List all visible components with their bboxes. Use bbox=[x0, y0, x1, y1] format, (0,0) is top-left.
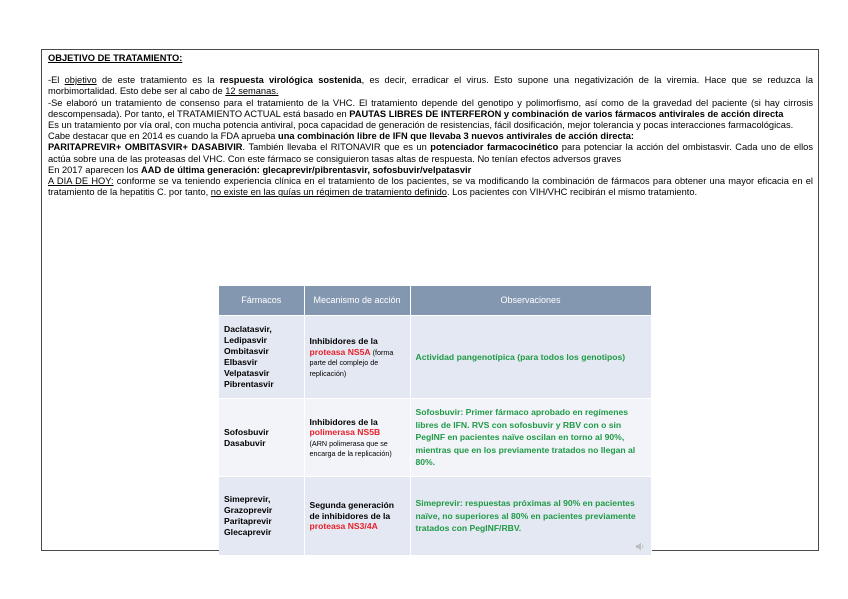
bold-term: PARITAPREVIR+ OMBITASVIR+ DASABIVIR bbox=[48, 142, 243, 153]
drug-name: Ombitasvir bbox=[224, 346, 269, 356]
mechanism-text: Inhibidores de la bbox=[309, 336, 378, 346]
drug-name: Dasabuvir bbox=[224, 437, 266, 448]
drug-name: Daclatasvir, bbox=[224, 324, 272, 334]
text-run: , es decir, erradicar el virus. Esto supone una negativización de la viremia. Hace que se reduzca la morbimortalidad. Esto debe ser al cabo de bbox=[48, 75, 814, 97]
drug-name: Elbasvir bbox=[224, 357, 258, 367]
bold-term: una combinación libre de IFN que llevaba 3 nuevos antivirales de acción directa: bbox=[278, 131, 634, 142]
mechanism-cell bbox=[304, 316, 410, 399]
paragraph-objective bbox=[48, 75, 813, 97]
mechanism-note: (forma parte del complejo de replicación) bbox=[309, 347, 394, 378]
drug-name: Ledipasvir bbox=[224, 335, 267, 345]
paragraph-today bbox=[48, 176, 813, 198]
underlined-term: objetivo bbox=[64, 75, 97, 86]
paragraph-paritaprevir bbox=[48, 142, 813, 164]
drug-names-cell bbox=[219, 477, 304, 556]
text-run: . Los pacientes con VIH/VHC recibirán el mismo tratamiento. bbox=[446, 187, 698, 198]
drug-name: Sofosbuvir bbox=[224, 426, 269, 437]
table-row bbox=[219, 399, 651, 477]
mechanism-target: proteasa NS5A bbox=[309, 346, 371, 357]
drug-name: Pibrentasvir bbox=[224, 379, 274, 389]
drugs-table bbox=[219, 286, 652, 555]
paragraph-2017 bbox=[48, 165, 813, 176]
text-run: . También llevaba el RITONAVIR que es un bbox=[242, 142, 431, 153]
paragraph-consensus bbox=[48, 98, 813, 120]
drug-name: Paritaprevir bbox=[224, 516, 272, 526]
underlined-term: A DIA DE HOY: bbox=[48, 176, 114, 187]
mechanism-target: proteasa NS3/4A bbox=[309, 521, 378, 532]
text-run: de este tratamiento es la bbox=[96, 75, 220, 86]
bold-term: PAUTAS LIBRES DE INTERFERON y combinación de varios fármacos antivirales de acción directa bbox=[349, 108, 784, 119]
text-run: Cabe destacar que en 2014 es cuando la FDA aprueba bbox=[48, 131, 279, 142]
text-run: En 2017 aparecen los bbox=[48, 164, 142, 175]
column-header-farmacos: Fármacos bbox=[219, 286, 304, 316]
observations-text: Simeprevir: respuestas próximas al 90% en pacientes naïve, no superiores al 80% en pacientes previamente tratados con PegINF/RBV. bbox=[415, 498, 636, 534]
text-run: conforme se va teniendo experiencia clínica en el tratamiento de los pacientes, se va modificando la combinación de fármacos para obtener una mayor eficacia en el tratamiento de la hepatitis C. por tanto, bbox=[48, 176, 813, 198]
document-frame bbox=[41, 49, 819, 551]
bold-term: potenciador farmacocinético bbox=[430, 142, 559, 153]
column-header-mecanismo: Mecanismo de acción bbox=[304, 286, 410, 316]
underlined-term: 12 semanas. bbox=[225, 86, 279, 97]
observations-cell bbox=[410, 477, 651, 556]
mechanism-cell bbox=[304, 477, 410, 556]
text-run: para potenciar la acción del ombistasvir. Cada uno de ellos actúa sobre una de las proteasas del VHC. Con este fármaco se consiguieron tasas altas de respuesta. No tenían efectos adversos graves bbox=[48, 142, 813, 164]
table-row bbox=[219, 477, 651, 556]
drug-names-cell bbox=[219, 316, 304, 399]
underlined-term: no existe en las guías un régimen de tratamiento definido bbox=[210, 187, 447, 198]
mechanism-text: Inhibidores de la bbox=[309, 416, 378, 427]
table-header-row bbox=[219, 286, 651, 316]
speaker-icon[interactable] bbox=[635, 542, 645, 551]
mechanism-note: (ARN polimerasa que se encarga de la replicación) bbox=[309, 438, 392, 458]
text-run: -Se elaboró un tratamiento de consenso para el tratamiento de la VHC. El tratamiento depende del genotipo y polimorfismo, así como de la gravedad del paciente (si hay cirrosis descompensada). Por tanto, el TRATAMIENTO ACTUAL está basado en bbox=[48, 97, 813, 119]
drug-name: Velpatasvir bbox=[224, 368, 270, 378]
paragraph-oral-treatment: Es un tratamiento por vía oral, con mucha potencia antiviral, poca capacidad de generación de resistencias, fácil dosificación, mejor tolerancia y pocas interacciones farmacológicas. bbox=[48, 120, 794, 131]
bold-term: respuesta virológica sostenida bbox=[219, 75, 362, 86]
drug-name: Simeprevir, bbox=[224, 494, 271, 504]
drug-name: Glecaprevir bbox=[224, 527, 272, 537]
observations-cell: Actividad pangenotípica (para todos los genotipos) bbox=[410, 316, 651, 399]
mechanism-target: polimerasa NS5B bbox=[309, 427, 381, 437]
drug-names-cell bbox=[219, 399, 304, 477]
section-heading: OBJETIVO DE TRATAMIENTO: bbox=[48, 53, 183, 63]
bold-term: AAD de última generación: glecaprevir/pibrentasvir, sofosbuvir/velpatasvir bbox=[141, 164, 472, 175]
text-run: -El bbox=[48, 75, 65, 86]
observations-cell: Sofosbuvir: Primer fármaco aprobado en regímenes libres de IFN. RVS con sofosbuvir y RBV con o sin PegINF en pacientes naïve oscilan en torno al 90%, mientras que en los previamente tratados no llegan al 80%. bbox=[410, 399, 651, 477]
mechanism-text: Segunda generación de inhibidores de la bbox=[309, 500, 395, 521]
table-row bbox=[219, 316, 651, 399]
mechanism-cell bbox=[304, 399, 410, 477]
drug-name: Grazoprevir bbox=[224, 505, 273, 515]
column-header-observaciones: Observaciones bbox=[410, 286, 651, 316]
paragraph-fda-2014 bbox=[48, 131, 813, 142]
